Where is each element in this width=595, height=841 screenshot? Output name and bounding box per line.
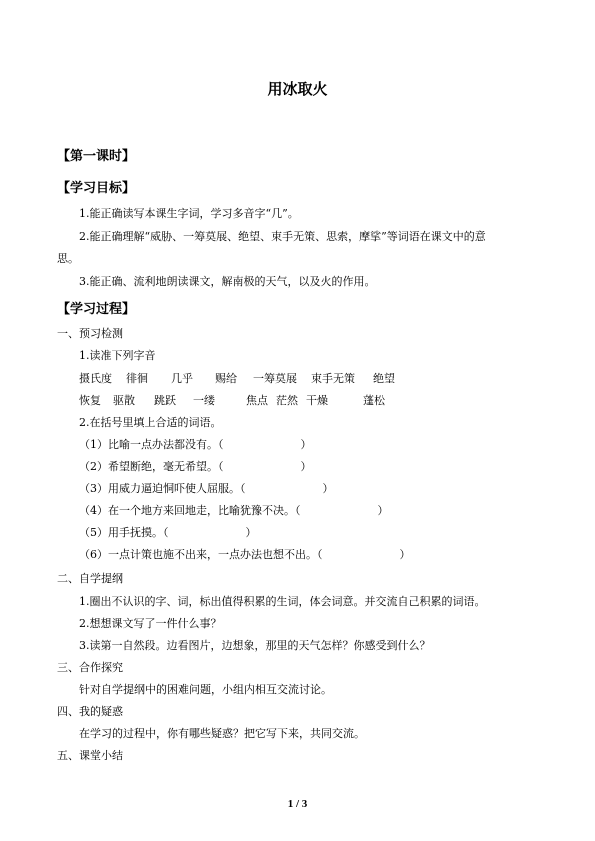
pinyin-words-row-1 — [79, 372, 395, 386]
part3-text: 针对自学提纲中的困难问题，小组内相互交流讨论。 — [79, 683, 332, 696]
word: 蓬松 — [363, 394, 385, 407]
word: 一缕 — [193, 394, 215, 407]
section-lesson-heading: 【第一课时】 — [57, 149, 136, 164]
section-goals-heading: 【学习目标】 — [57, 181, 136, 196]
word: 几乎 — [171, 372, 193, 385]
part4-heading: 四、我的疑惑 — [57, 705, 123, 718]
goal-2: 2.能正确理解“威胁、一筹莫展、绝望、束手无策、思索，摩挲”等词语在课文中的意 — [79, 230, 486, 243]
pinyin-words-row-2 — [79, 394, 385, 408]
word: 恢复 — [79, 394, 101, 407]
document-title: 用冰取火 — [267, 80, 328, 98]
word: 摄氏度 — [79, 372, 112, 385]
goal-1: 1.能正确读写本课生字词，学习多音字“几”。 — [79, 207, 299, 220]
fill-item-6: （6）一点计策也施不出来，一点办法也想不出。（ ） — [79, 548, 411, 561]
part1-sub1: 1.读准下列字音 — [79, 349, 156, 362]
part4-text: 在学习的过程中，你有哪些疑惑？把它写下来，共同交流。 — [79, 727, 365, 740]
page-number: 1 / 3 — [287, 798, 308, 810]
fill-item-4: （4）在一个地方来回地走，比喻犹豫不决。（ ） — [79, 504, 389, 517]
word: 干燥 — [306, 394, 328, 407]
word: 徘徊 — [126, 372, 148, 385]
part2-item-1: 1.圈出不认识的字、词，标出值得积累的生词，体会词意。并交流自己积累的词语。 — [79, 595, 486, 608]
fill-item-3: （3）用威力逼迫恫吓使人屈服。（ ） — [79, 482, 334, 495]
goal-2-continued: 思。 — [57, 252, 79, 265]
word: 焦点 — [246, 394, 268, 407]
part2-item-2: 2.想想课文写了一件什么事？ — [79, 617, 222, 630]
word: 一筹莫展 — [253, 372, 297, 385]
word: 驱散 — [113, 394, 135, 407]
word: 赐给 — [215, 372, 237, 385]
word: 束手无策 — [311, 372, 355, 385]
fill-item-2: （2）希望断绝，毫无希望。（ ） — [79, 460, 312, 473]
part1-heading: 一、预习检测 — [57, 327, 123, 340]
part2-heading: 二、自学提纲 — [57, 572, 123, 585]
section-process-heading: 【学习过程】 — [57, 302, 136, 317]
fill-item-1: （1）比喻一点办法都没有。（ ） — [79, 438, 312, 451]
part1-sub2: 2.在括号里填上合适的词语。 — [79, 416, 222, 429]
goal-3: 3.能正确、流利地朗读课文，解南极的天气，以及火的作用。 — [79, 275, 376, 288]
word: 跳跃 — [154, 394, 176, 407]
part2-item-3: 3.读第一自然段。边看图片，边想象，那里的天气怎样？你感受到什么？ — [79, 639, 431, 652]
fill-item-5: （5）用手抚摸。（ ） — [79, 526, 257, 539]
word: 茫然 — [276, 394, 298, 407]
word: 绝望 — [373, 372, 395, 385]
part3-heading: 三、合作探究 — [57, 661, 123, 674]
part5-heading: 五、课堂小结 — [57, 749, 123, 762]
